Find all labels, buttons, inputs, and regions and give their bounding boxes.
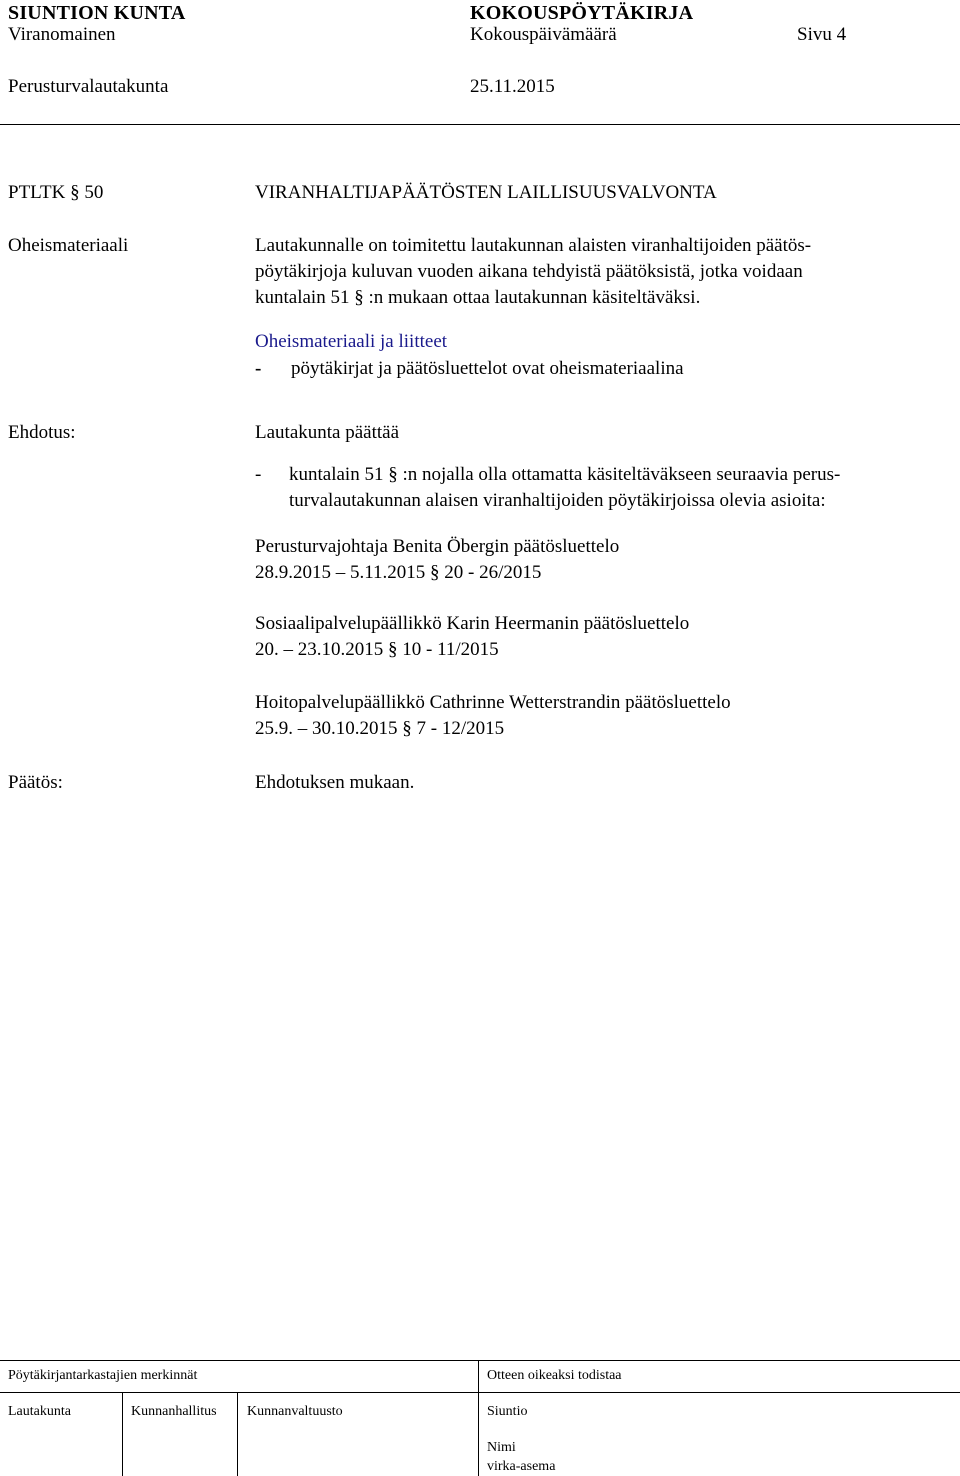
proposal-label: Ehdotus: [8, 422, 76, 443]
attachments-bullet: - [255, 358, 262, 379]
decision-list-range: 25.9. – 30.10.2015 § 7 - 12/2015 [255, 718, 505, 739]
signature-footer [0, 1360, 960, 1476]
section-sign: § [70, 182, 80, 203]
certifier-title-label: virka-asema [487, 1459, 556, 1474]
meeting-date: 25.11.2015 [470, 76, 555, 97]
col-kunnanhallitus: Kunnanhallitus [131, 1404, 217, 1419]
footer-col-divider [237, 1392, 238, 1476]
footer-row-divider [0, 1392, 960, 1393]
decision-list-title: Hoitopalvelupäällikkö Cathrinne Wetterstrandin päätösluettelo [255, 692, 731, 713]
background-line-3: kuntalain 51 § :n mukaan ottaa lautakunnan käsiteltäväksi. [255, 287, 701, 308]
attachments-item: pöytäkirjat ja päätösluettelot ovat oheismateriaalina [291, 358, 684, 379]
background-line-2: pöytäkirjoja kuluvan vuoden aikana tehdyistä päätöksistä, jotka voidaan [255, 261, 803, 282]
decision-text: Ehdotuksen mukaan. [255, 772, 415, 793]
proposal-dash: - [255, 464, 262, 485]
section-title: VIRANHALTIJAPÄÄTÖSTEN LAILLISUUSVALVONTA [255, 182, 717, 203]
attachments-heading: Oheismateriaali ja liitteet [255, 331, 448, 352]
certified-label: Otteen oikeaksi todistaa [487, 1368, 622, 1383]
document-type: KOKOUSPÖYTÄKIRJA [470, 2, 694, 24]
decision-list-title: Perusturvajohtaja Benita Öbergin päätösluettelo [255, 536, 620, 557]
organization-name: SIUNTION KUNTA [8, 2, 186, 24]
meeting-date-label: Kokouspäivämäärä [470, 24, 617, 45]
decision-list-range: 28.9.2015 – 5.11.2015 § 20 - 26/2015 [255, 562, 542, 583]
col-kunnanvaltuusto: Kunnanvaltuusto [247, 1404, 343, 1419]
footer-center-divider [478, 1361, 479, 1476]
proposal-intro: Lautakunta päättää [255, 422, 400, 443]
certified-place: Siuntio [487, 1404, 528, 1419]
decision-list-range: 20. – 23.10.2015 § 10 - 11/2015 [255, 639, 499, 660]
col-lautakunta: Lautakunta [8, 1404, 71, 1419]
footer-col-divider [122, 1392, 123, 1476]
section-id: PTLTK [8, 182, 66, 203]
inspectors-label: Pöytäkirjantarkastajien merkinnät [8, 1368, 198, 1383]
authority-label: Viranomainen [8, 24, 116, 45]
decision-list-title: Sosiaalipalvelupäällikkö Karin Heermanin päätösluettelo [255, 613, 690, 634]
decision-label: Päätös: [8, 772, 63, 793]
background-label: Oheismateriaali [8, 235, 129, 256]
authority-name: Perusturvalautakunta [8, 76, 169, 97]
proposal-text-line-2: turvalautakunnan alaisen viranhaltijoiden pöytäkirjoissa olevia asioita: [289, 490, 826, 511]
proposal-text-line-1: kuntalain 51 § :n nojalla olla ottamatta käsiteltäväkseen seuraavia perus- [289, 464, 841, 485]
section-reference [8, 180, 103, 206]
section-number: 50 [84, 182, 104, 203]
header-divider [0, 124, 960, 125]
background-line-1: Lautakunnalle on toimitettu lautakunnan alaisten viranhaltijoiden päätös- [255, 235, 812, 256]
page-number: Sivu 4 [797, 24, 847, 45]
certifier-name-label: Nimi [487, 1440, 516, 1455]
